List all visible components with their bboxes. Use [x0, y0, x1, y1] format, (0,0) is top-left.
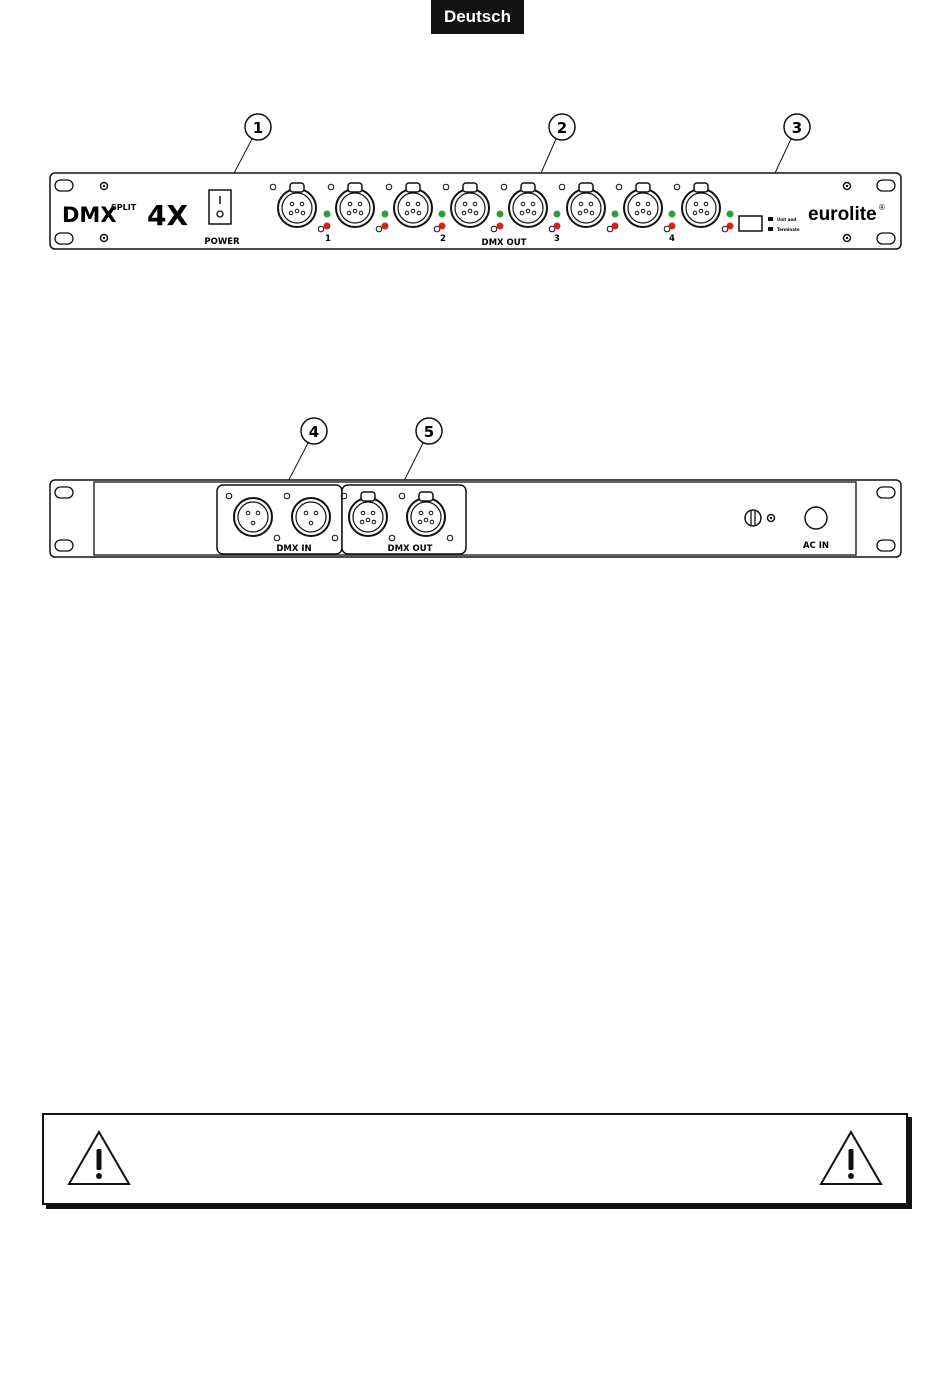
green-led: [324, 211, 331, 218]
channel-2-label: 2: [440, 234, 446, 244]
screw-icon: [101, 235, 108, 242]
red-led: [439, 223, 446, 230]
eurolite-logo: eurolite: [808, 204, 877, 225]
brand-dmx: DMX: [62, 203, 117, 227]
channel-4-label: 4: [669, 234, 675, 244]
brand-4x: 4X: [147, 199, 189, 232]
red-led: [669, 223, 676, 230]
green-led: [497, 211, 504, 218]
rear-dmx-out-label: DMX OUT: [387, 544, 433, 554]
dmx-in-label: DMX IN: [276, 544, 312, 554]
switch-indicator: [768, 217, 773, 221]
red-led: [324, 223, 331, 230]
red-led: [612, 223, 619, 230]
warning-icon: [818, 1129, 884, 1187]
brand-split: SPLIT: [111, 203, 137, 212]
warning-icon: [66, 1129, 132, 1187]
screw-icon: [844, 235, 851, 242]
channel-1-label: 1: [325, 234, 331, 244]
callout-1-number: 1: [252, 119, 264, 137]
terminate-switch[interactable]: [739, 216, 762, 231]
language-label: Deutsch: [443, 7, 512, 26]
red-led: [554, 223, 561, 230]
warning-box: [42, 1113, 908, 1205]
front-panel: [50, 173, 901, 249]
callout-3-number: 3: [791, 119, 803, 137]
registered-mark: ®: [879, 203, 885, 212]
switch-indicator: [768, 227, 773, 231]
callout-4-number: 4: [308, 423, 320, 441]
green-led: [727, 211, 734, 218]
power-label: POWER: [204, 237, 240, 247]
channel-3-label: 3: [554, 234, 560, 244]
green-led: [439, 211, 446, 218]
switch-label-b: Terminate: [777, 227, 800, 232]
rear-panel: [50, 480, 901, 557]
red-led: [382, 223, 389, 230]
callout-5-number: 5: [423, 423, 435, 441]
screw-icon: [101, 183, 108, 190]
power-switch[interactable]: [209, 190, 231, 224]
dmx-out-label: DMX OUT: [481, 238, 527, 248]
green-led: [382, 211, 389, 218]
switch-label-a: Unit and: [777, 217, 797, 222]
red-led: [727, 223, 734, 230]
green-led: [554, 211, 561, 218]
fuse-holder-icon[interactable]: [745, 510, 761, 526]
screw-icon: [844, 183, 851, 190]
green-led: [669, 211, 676, 218]
ac-in-label: AC IN: [802, 541, 830, 551]
green-led: [612, 211, 619, 218]
ac-in-socket[interactable]: [805, 507, 827, 529]
callout-2-number: 2: [556, 119, 568, 137]
screw-icon: [768, 515, 775, 522]
red-led: [497, 223, 504, 230]
